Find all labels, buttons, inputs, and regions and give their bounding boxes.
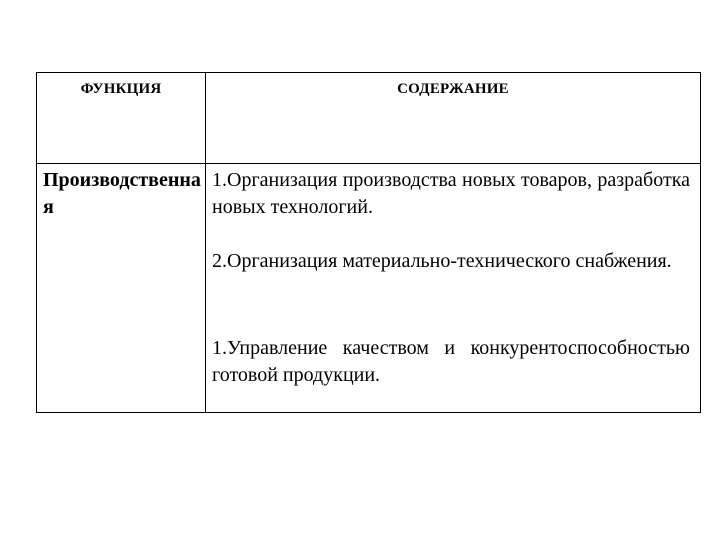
function-content-table [36,72,702,413]
content-item-3: 1.Управление качеством и конкурентоспособностью готовой продукции. [212,337,690,386]
header-content-label: СОДЕРЖАНИЕ [397,81,509,97]
header-function-label: ФУНКЦИЯ [80,81,162,97]
content-item-1: 1.Организация производства новых товаров, разработка новых технологий. [212,169,690,218]
row-function-cell [36,163,206,413]
row-content-cell [206,163,701,413]
content-item-2: 2.Организация материально-технического снабжения. [212,250,672,272]
header-cell-content [206,72,701,163]
header-cell-function [36,72,206,163]
function-name: Производственная [43,169,201,218]
